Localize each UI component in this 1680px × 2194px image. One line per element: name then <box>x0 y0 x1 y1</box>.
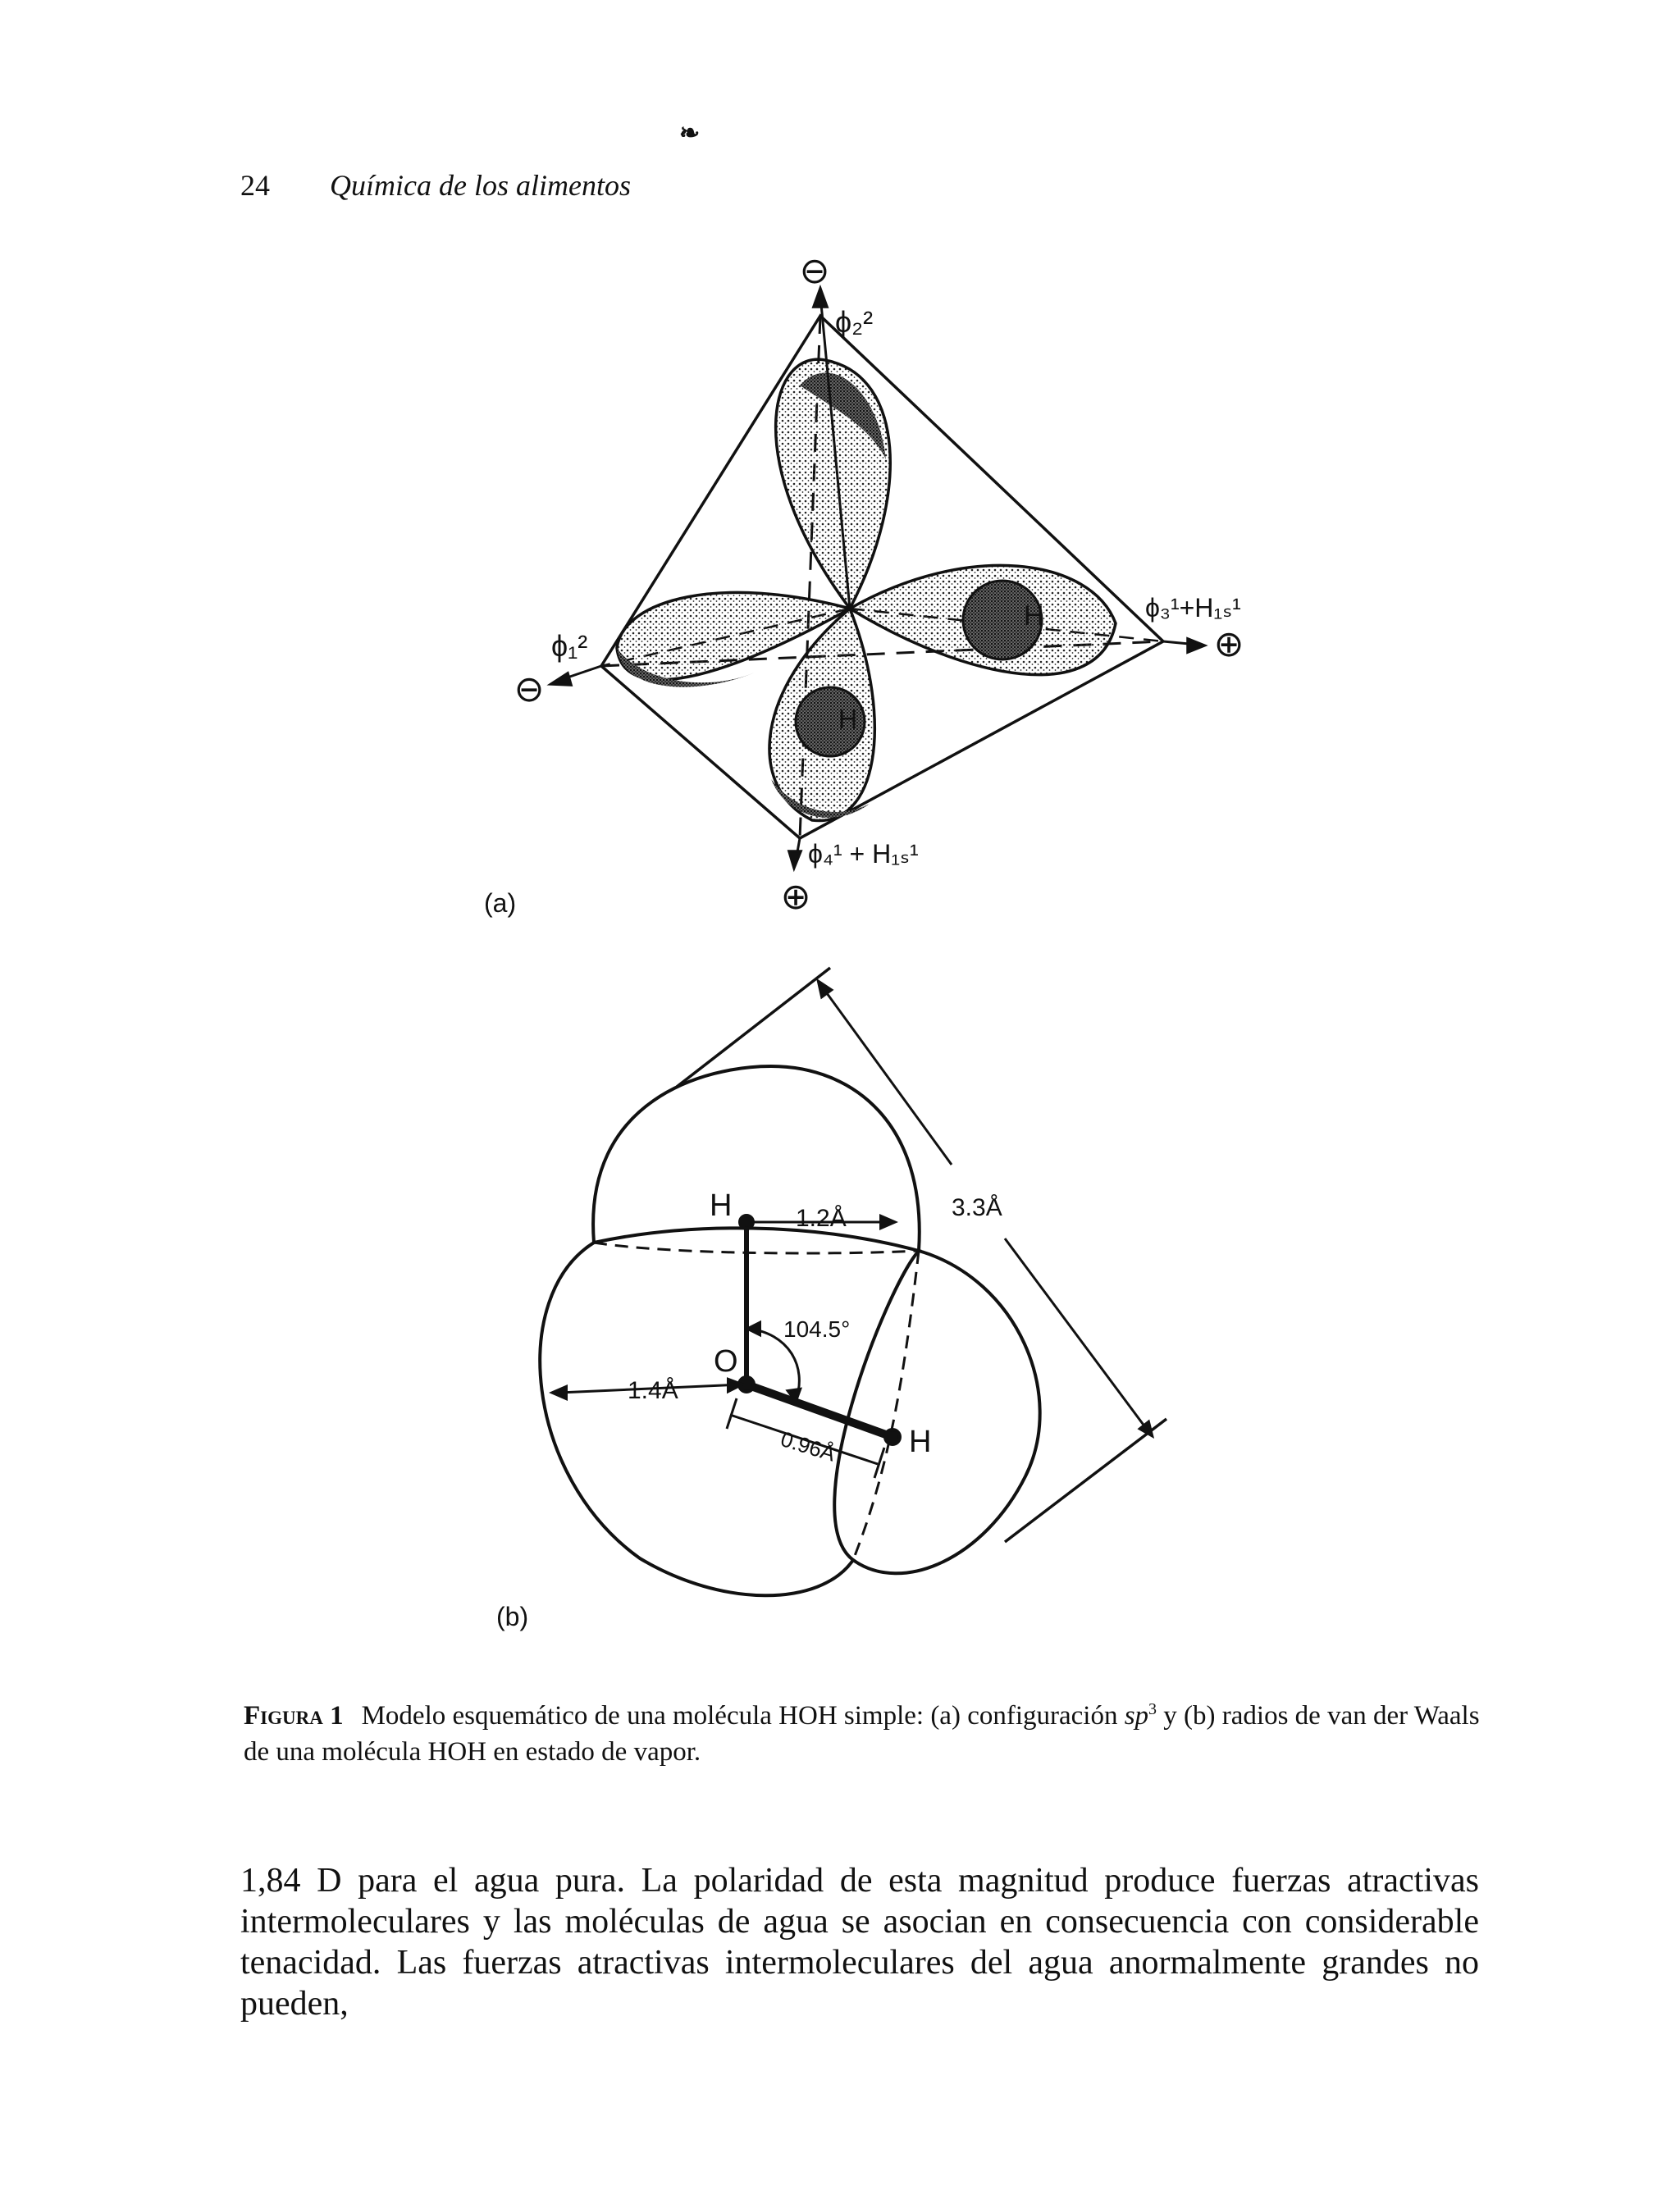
body-paragraph: 1,84 D para el agua pura. La polaridad de esta magnitud produce fuerzas atractivas intermoleculares y las moléculas de agua se asocian en consecuencia con considerable tenacidad. Las fuerzas atractivas intermoleculares del agua anormalmente grandes no pueden, <box>240 1862 1479 2023</box>
radius-h-label: 1.2Å <box>796 1205 847 1232</box>
running-title: Química de los alimentos <box>330 169 631 202</box>
caption-text-after: y (b) radios de van der Waals de una molécula HOH en estado de vapor. <box>244 1701 1480 1767</box>
bond-o-h-right <box>746 1384 892 1437</box>
span-tangent-bottom <box>1005 1419 1166 1542</box>
figure-caption <box>244 1691 1482 1770</box>
caption-label: Figura 1 <box>244 1701 344 1731</box>
angle-label: 104.5° <box>783 1316 851 1342</box>
tetrahedron-outline <box>601 316 1163 838</box>
panel-label-b: (b) <box>496 1602 529 1631</box>
caption-sp: sp <box>1124 1701 1149 1731</box>
h-label-top: H <box>710 1188 733 1223</box>
h-sphere-right <box>853 1251 1040 1573</box>
orbital-label-top: ϕ₂² <box>835 305 874 339</box>
stray-ink-mark: ❧ <box>679 120 701 147</box>
charge-top: ⊖ <box>799 251 830 291</box>
radius-o-label: 1.4Å <box>628 1377 678 1404</box>
panel-label-a: (a) <box>484 888 517 918</box>
o-label: O <box>714 1344 738 1379</box>
page-number: 24 <box>240 169 270 202</box>
h-label-right: H <box>909 1425 932 1459</box>
charge-left: ⊖ <box>514 669 545 709</box>
charge-bottom: ⊕ <box>780 877 811 917</box>
panel-b-vdw-diagram <box>540 968 1166 1595</box>
panel-a-labels <box>484 251 1244 918</box>
caption-text-before: Modelo esquemático de una molécula HOH simple: (a) configuración <box>361 1701 1125 1731</box>
h-label-right: H <box>1024 600 1044 632</box>
bond-length-label: 0.96Å <box>778 1426 839 1466</box>
charge-right: ⊕ <box>1213 624 1244 664</box>
o-sphere <box>540 1228 919 1595</box>
h-label-bottom: H <box>838 705 858 734</box>
panel-a-sp3-diagram <box>551 289 1204 868</box>
orbital-label-bottom: ϕ₄¹ + H₁ₛ¹ <box>808 839 919 869</box>
caption-superscript: 3 <box>1148 1700 1157 1718</box>
span-label: 3.3Å <box>952 1194 1002 1221</box>
orbital-label-left: ϕ₁² <box>551 629 588 663</box>
orbital-label-right: ϕ₃¹+H₁ₛ¹ <box>1145 593 1241 623</box>
